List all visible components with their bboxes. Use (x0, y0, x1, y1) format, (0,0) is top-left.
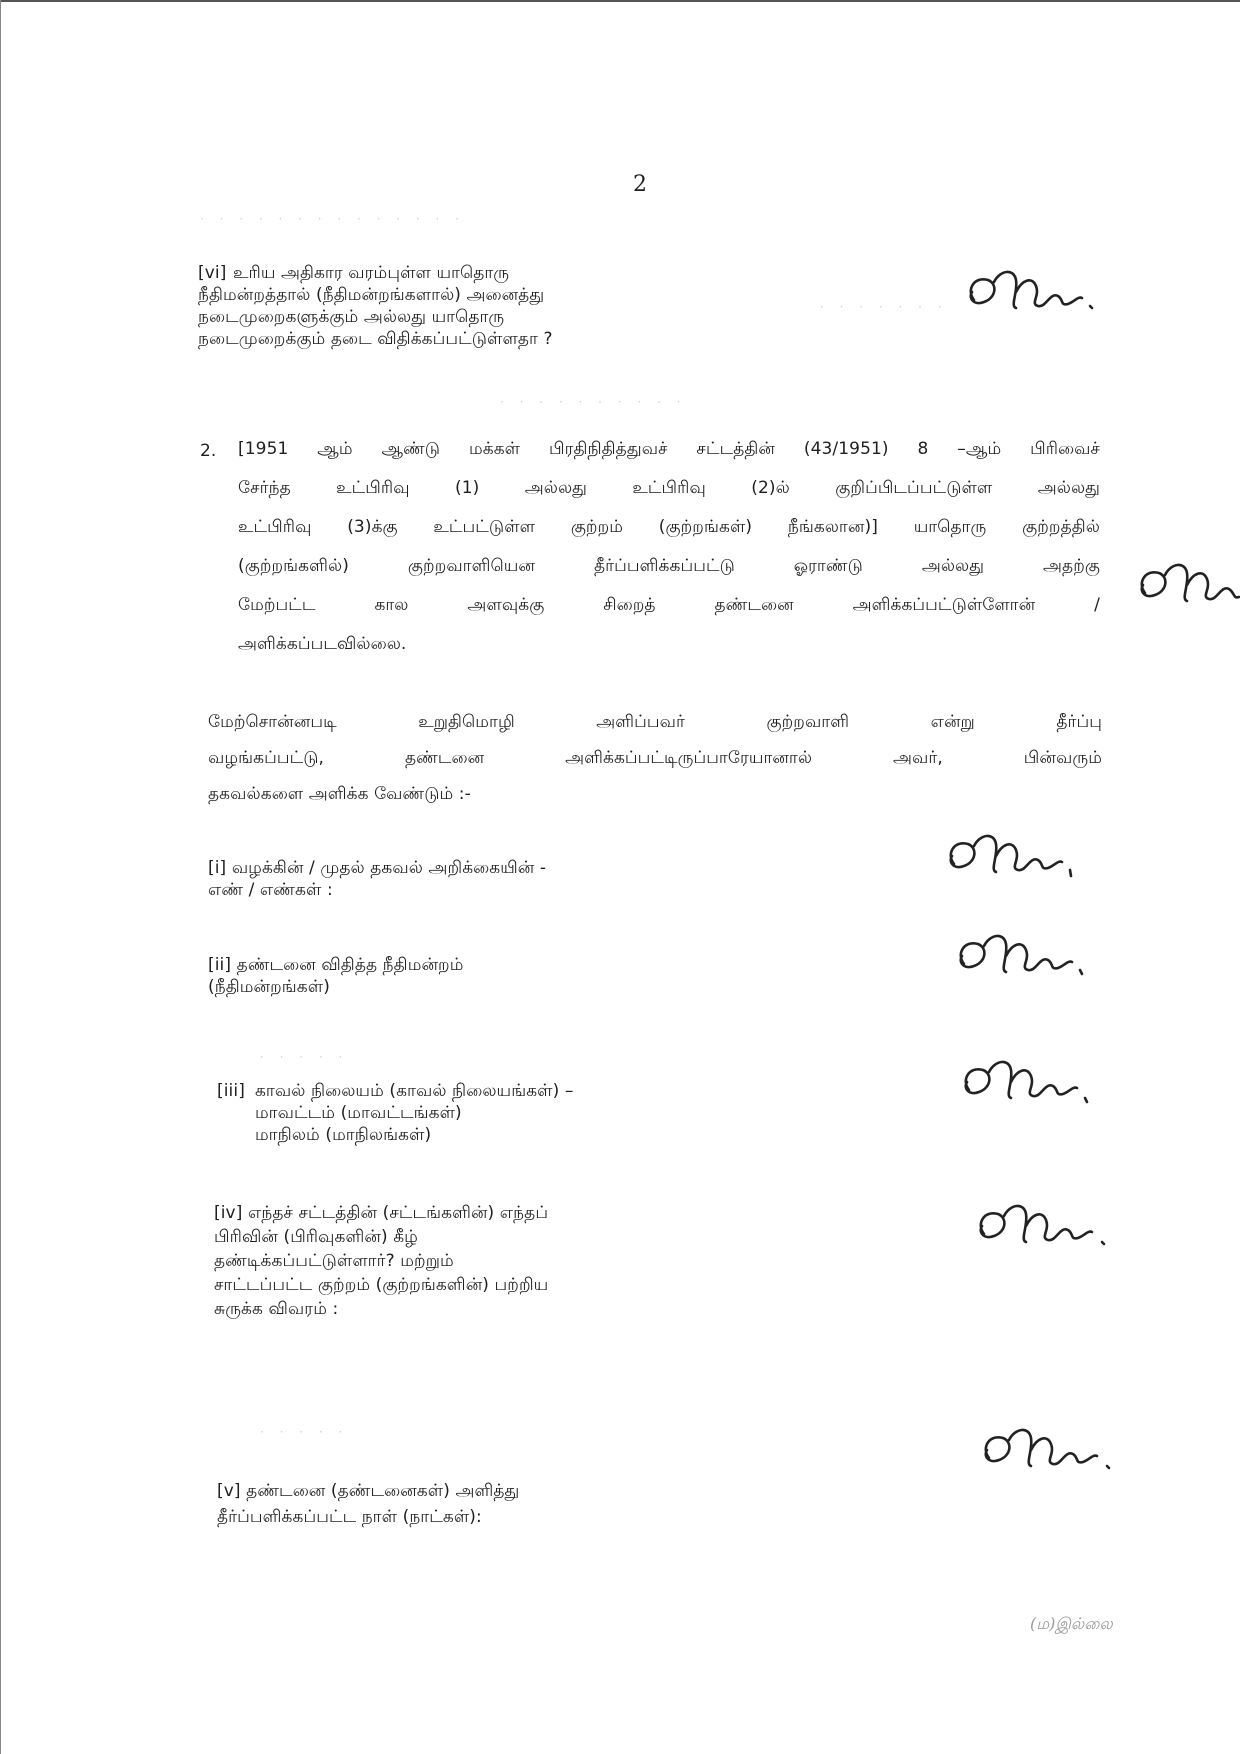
item-i (208, 857, 546, 901)
handwritten-signature (975, 1420, 1125, 1480)
text-line: நீதிமன்றத்தால் (நீதிமன்றங்களால்) அனைத்து (198, 285, 545, 305)
text-line: [1951 ஆம் ஆண்டு மக்கள் பிரதிநிதித்துவச் சட்டத்தின் (43/1951) 8 –ஆம் பிரிவைச் (238, 439, 1100, 459)
text-line: சேர்ந்த உட்பிரிவு (1) அல்லது உட்பிரிவு (2)ல் குறிப்பிடப்பட்டுள்ள அல்லது (238, 478, 1100, 498)
text-line: மாவட்டம் (மாவட்டங்கள்) (255, 1103, 462, 1123)
text-line: [iv] எந்தச் சட்டத்தின் (சட்டங்களின்) எந்தப் (214, 1203, 549, 1223)
text-line: [ii] தண்டனை விதித்த நீதிமன்றம் (208, 955, 464, 975)
item-vi-text (233, 262, 509, 284)
text-line: (குற்றங்களில்) குற்றவாளியென தீர்ப்பளிக்கப்பட்டு ஓராண்டு அல்லது அதற்கு (238, 556, 1100, 576)
item-i-marker: [i] (208, 858, 227, 878)
text-line: சுருக்க விவரம் : (214, 1299, 339, 1319)
page-number: 2 (633, 172, 647, 197)
text-line: நடைமுறைக்கும் தடை விதிக்கப்பட்டுள்ளதா ? (198, 329, 553, 349)
item-vi-marker: [vi] (198, 263, 227, 283)
item-vi-continuation (198, 284, 553, 350)
handwritten-signature (960, 262, 1110, 322)
text-line: அளிக்கப்படவில்லை. (238, 634, 407, 654)
item-2-paragraph (238, 430, 1100, 664)
text-line: சாட்டப்பட்ட குற்றம் (குற்றங்களின்) பற்றிய (214, 1275, 549, 1295)
text-line: எண் / எண்கள் : (208, 880, 333, 900)
item-2-number: 2. (200, 441, 217, 461)
text-line: [v] தண்டனை (தண்டனைகள்) அளித்து (217, 1481, 520, 1501)
text-line: தண்டிக்கப்பட்டுள்ளார்? மற்றும் (214, 1251, 454, 1271)
text-line: உரிய அதிகார வரம்புள்ள யாதொரு (233, 263, 510, 283)
text-line: மாநிலம் (மாநிலங்கள்) (255, 1125, 432, 1145)
item-iv (214, 1201, 548, 1321)
item-iv-marker: [iv] (214, 1203, 243, 1223)
handwritten-signature (1135, 555, 1240, 615)
scan-left-edge (0, 0, 3, 1754)
text-line: மேற்சொன்னபடி உறுதிமொழி அளிப்பவர் குற்றவாளி என்று தீர்ப்பு (208, 712, 1102, 732)
scan-noise: · · · · · · · · · · (500, 395, 687, 409)
footer-handwritten-mark: (ம)இல்லை (1030, 1614, 1113, 1633)
item-v (217, 1478, 519, 1530)
text-line: [i] வழக்கின் / முதல் தகவல் அறிக்கையின் - (208, 858, 547, 878)
item-ii-marker: [ii] (208, 955, 232, 975)
item-iii-text (255, 1080, 573, 1146)
text-line: தீர்ப்பளிக்கப்பட்ட நாள் (நாட்கள்): (217, 1507, 482, 1527)
scan-noise: · · · · · (260, 1425, 349, 1439)
handwritten-signature (955, 1052, 1105, 1112)
item-ii (208, 954, 464, 998)
handwritten-signature (970, 1196, 1120, 1256)
text-line: வழங்கப்பட்டு, தண்டனை அளிக்கப்பட்டிருப்பாரேயானால் அவர், பின்வரும் (208, 748, 1102, 768)
scan-noise: · · · · · · · (820, 300, 948, 314)
handwritten-signature (940, 826, 1090, 886)
scan-noise: · · · · · (260, 1050, 349, 1064)
text-line: (நீதிமன்றங்கள்) (208, 977, 330, 997)
text-line: மேற்பட்ட கால அளவுக்கு சிறைத் தண்டனை அளிக்கப்பட்டுள்ளோன் / (238, 595, 1100, 615)
item-v-marker: [v] (217, 1481, 241, 1501)
item-iii-marker: [iii] (217, 1081, 245, 1101)
text-line: பிரிவின் (பிரிவுகளின்) கீழ் (214, 1227, 418, 1247)
text-line: உட்பிரிவு (3)க்கு உட்பட்டுள்ள குற்றம் (குற்றங்கள்) நீங்கலான)] யாதொரு குற்றத்தில் (238, 517, 1100, 537)
intro-paragraph (208, 704, 1102, 812)
scan-noise: · · · · · · · · · · · · · · (200, 212, 465, 226)
text-line: தகவல்களை அளிக்க வேண்டும் :- (208, 784, 471, 804)
scan-top-edge (0, 0, 1240, 5)
handwritten-signature (950, 926, 1100, 986)
text-line: காவல் நிலையம் (காவல் நிலையங்கள்) – (255, 1081, 574, 1101)
text-line: நடைமுறைகளுக்கும் அல்லது யாதொரு (198, 307, 505, 327)
